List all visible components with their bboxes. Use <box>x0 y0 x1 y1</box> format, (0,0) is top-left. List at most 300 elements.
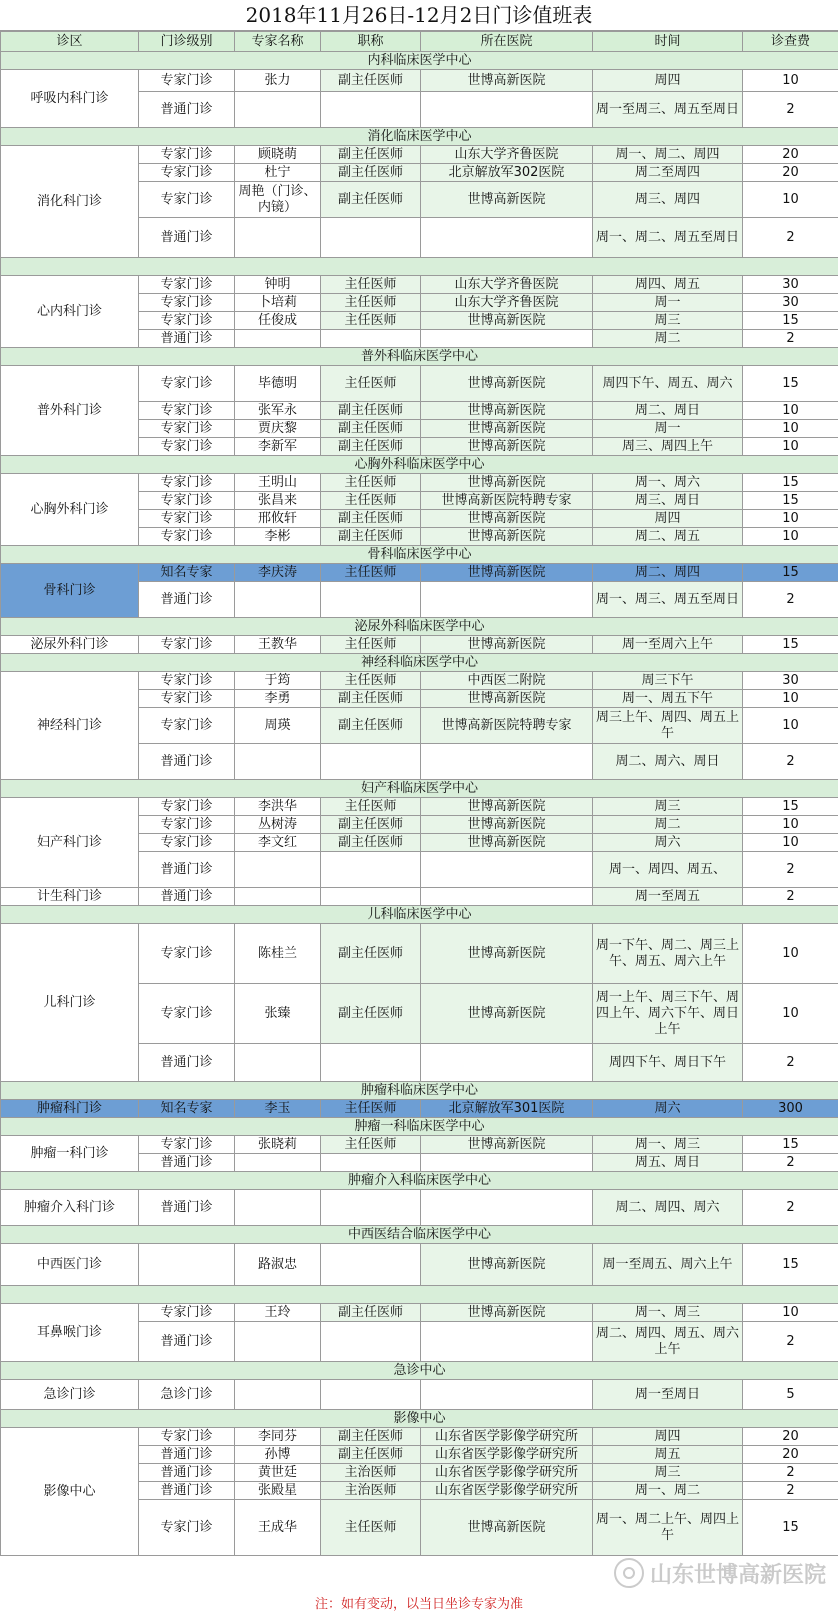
doctor-cell <box>235 744 321 780</box>
time-cell: 周一至周五、周六上午 <box>593 1244 743 1286</box>
clinic-area-cell: 心胸外科门诊 <box>1 474 139 546</box>
section-row <box>1 456 838 474</box>
rank-cell: 副主任医师 <box>321 510 421 528</box>
doctor-cell <box>235 1322 321 1362</box>
fee-cell: 10 <box>743 708 838 744</box>
level-cell: 专家门诊 <box>139 834 235 852</box>
time-cell: 周二、周四、周五、周六上午 <box>593 1322 743 1362</box>
time-cell: 周一至周六上午 <box>593 636 743 654</box>
level-cell: 普通门诊 <box>139 888 235 906</box>
rank-cell: 副主任医师 <box>321 438 421 456</box>
level-cell: 专家门诊 <box>139 474 235 492</box>
schedule-table <box>0 31 838 1556</box>
section-row <box>1 258 838 276</box>
schedule-row <box>1 146 838 164</box>
schedule-row <box>1 366 838 402</box>
time-cell: 周一、周二 <box>593 1482 743 1500</box>
hospital-cell: 北京解放军302医院 <box>421 164 593 182</box>
level-cell: 专家门诊 <box>139 366 235 402</box>
hospital-cell: 山东省医学影像学研究所 <box>421 1446 593 1464</box>
header-cell: 门诊级别 <box>139 32 235 52</box>
rank-cell: 主任医师 <box>321 474 421 492</box>
fee-cell: 10 <box>743 1304 838 1322</box>
time-cell: 周一、周三 <box>593 1304 743 1322</box>
rank-cell <box>321 330 421 348</box>
time-cell: 周一、周二、周四 <box>593 146 743 164</box>
rank-cell: 主治医师 <box>321 1482 421 1500</box>
level-cell: 专家门诊 <box>139 816 235 834</box>
fee-cell: 20 <box>743 146 838 164</box>
time-cell: 周一下午、周二、周三上午、周五、周六上午 <box>593 924 743 984</box>
time-cell: 周三上午、周四、周五上午 <box>593 708 743 744</box>
fee-cell: 2 <box>743 1044 838 1082</box>
fee-cell: 2 <box>743 1154 838 1172</box>
fee-cell: 10 <box>743 984 838 1044</box>
hospital-cell <box>421 1044 593 1082</box>
rank-cell <box>321 218 421 258</box>
level-cell: 普通门诊 <box>139 1322 235 1362</box>
hospital-cell: 世博高新医院 <box>421 366 593 402</box>
level-cell: 专家门诊 <box>139 690 235 708</box>
rank-cell: 副主任医师 <box>321 1304 421 1322</box>
header-cell: 职称 <box>321 32 421 52</box>
hospital-cell: 山东省医学影像学研究所 <box>421 1428 593 1446</box>
doctor-cell <box>235 1380 321 1410</box>
clinic-area-cell: 肿瘤科门诊 <box>1 1100 139 1118</box>
section-title: 肿瘤一科临床医学中心 <box>1 1118 838 1136</box>
time-cell: 周一至周三、周五至周日 <box>593 92 743 128</box>
hospital-cell: 世博高新医院 <box>421 924 593 984</box>
fee-cell: 15 <box>743 1500 838 1556</box>
doctor-cell: 李庆涛 <box>235 564 321 582</box>
fee-cell: 30 <box>743 294 838 312</box>
doctor-cell: 王明山 <box>235 474 321 492</box>
doctor-cell <box>235 330 321 348</box>
time-cell: 周三下午 <box>593 672 743 690</box>
schedule-row <box>1 1244 838 1286</box>
section-row <box>1 546 838 564</box>
hospital-cell <box>421 330 593 348</box>
time-cell: 周四下午、周五、周六 <box>593 366 743 402</box>
schedule-row <box>1 636 838 654</box>
fee-cell: 15 <box>743 636 838 654</box>
doctor-cell: 李勇 <box>235 690 321 708</box>
time-cell: 周一、周五下午 <box>593 690 743 708</box>
level-cell: 专家门诊 <box>139 492 235 510</box>
clinic-area-cell: 消化科门诊 <box>1 146 139 258</box>
level-cell: 专家门诊 <box>139 182 235 218</box>
fee-cell: 2 <box>743 1190 838 1226</box>
time-cell: 周二 <box>593 330 743 348</box>
fee-cell: 15 <box>743 492 838 510</box>
rank-cell: 主任医师 <box>321 636 421 654</box>
level-cell: 专家门诊 <box>139 420 235 438</box>
rank-cell: 主治医师 <box>321 1464 421 1482</box>
hospital-cell: 世博高新医院 <box>421 312 593 330</box>
rank-cell: 副主任医师 <box>321 182 421 218</box>
hospital-cell: 世博高新医院 <box>421 690 593 708</box>
rank-cell <box>321 1380 421 1410</box>
schedule-row <box>1 564 838 582</box>
hospital-cell <box>421 852 593 888</box>
rank-cell: 主任医师 <box>321 564 421 582</box>
level-cell: 专家门诊 <box>139 70 235 92</box>
doctor-cell <box>235 888 321 906</box>
time-cell: 周六 <box>593 1100 743 1118</box>
rank-cell: 副主任医师 <box>321 708 421 744</box>
doctor-cell <box>235 1154 321 1172</box>
header-cell: 诊区 <box>1 32 139 52</box>
hospital-cell: 世博高新医院 <box>421 798 593 816</box>
hospital-cell <box>421 92 593 128</box>
level-cell: 专家门诊 <box>139 146 235 164</box>
doctor-cell: 张力 <box>235 70 321 92</box>
time-cell: 周一、周二、周五至周日 <box>593 218 743 258</box>
doctor-cell: 孙博 <box>235 1446 321 1464</box>
fee-cell: 10 <box>743 420 838 438</box>
hospital-cell: 世博高新医院 <box>421 182 593 218</box>
time-cell: 周一至周五 <box>593 888 743 906</box>
doctor-cell: 李新军 <box>235 438 321 456</box>
schedule-row <box>1 1136 838 1154</box>
level-cell: 普通门诊 <box>139 1044 235 1082</box>
hospital-cell: 世博高新医院特聘专家 <box>421 492 593 510</box>
hospital-cell: 北京解放军301医院 <box>421 1100 593 1118</box>
time-cell: 周三 <box>593 1464 743 1482</box>
hospital-cell <box>421 888 593 906</box>
doctor-cell <box>235 1190 321 1226</box>
hospital-cell <box>421 582 593 618</box>
section-title: 急诊中心 <box>1 1362 838 1380</box>
rank-cell: 主任医师 <box>321 294 421 312</box>
doctor-cell <box>235 852 321 888</box>
fee-cell: 2 <box>743 1464 838 1482</box>
doctor-cell: 王成华 <box>235 1500 321 1556</box>
time-cell: 周三、周四上午 <box>593 438 743 456</box>
doctor-cell: 顾晓萌 <box>235 146 321 164</box>
clinic-area-cell: 泌尿外科门诊 <box>1 636 139 654</box>
level-cell: 知名专家 <box>139 1100 235 1118</box>
fee-cell: 2 <box>743 92 838 128</box>
rank-cell: 副主任医师 <box>321 402 421 420</box>
clinic-area-cell: 耳鼻喉门诊 <box>1 1304 139 1362</box>
fee-cell: 15 <box>743 1136 838 1154</box>
time-cell: 周三 <box>593 312 743 330</box>
time-cell: 周三、周四 <box>593 182 743 218</box>
time-cell: 周二、周四 <box>593 564 743 582</box>
level-cell: 专家门诊 <box>139 1428 235 1446</box>
rank-cell <box>321 1190 421 1226</box>
fee-cell: 10 <box>743 816 838 834</box>
section-title: 泌尿外科临床医学中心 <box>1 618 838 636</box>
doctor-cell: 毕德明 <box>235 366 321 402</box>
hospital-cell: 世博高新医院 <box>421 474 593 492</box>
clinic-area-cell: 神经科门诊 <box>1 672 139 780</box>
rank-cell: 主任医师 <box>321 312 421 330</box>
doctor-cell: 周艳（门诊、内镜） <box>235 182 321 218</box>
section-row <box>1 1118 838 1136</box>
schedule-row <box>1 276 838 294</box>
time-cell: 周一、周四、周五、 <box>593 852 743 888</box>
hospital-cell: 世博高新医院 <box>421 1244 593 1286</box>
level-cell: 专家门诊 <box>139 1500 235 1556</box>
hospital-cell <box>421 1190 593 1226</box>
rank-cell: 副主任医师 <box>321 924 421 984</box>
level-cell: 专家门诊 <box>139 1304 235 1322</box>
doctor-cell: 陈桂兰 <box>235 924 321 984</box>
doctor-cell: 张军永 <box>235 402 321 420</box>
hospital-cell <box>421 218 593 258</box>
fee-cell: 20 <box>743 164 838 182</box>
level-cell: 普通门诊 <box>139 1190 235 1226</box>
schedule-row <box>1 888 838 906</box>
level-cell: 专家门诊 <box>139 636 235 654</box>
header-cell: 所在医院 <box>421 32 593 52</box>
hospital-cell: 世博高新医院特聘专家 <box>421 708 593 744</box>
level-cell: 普通门诊 <box>139 582 235 618</box>
doctor-cell: 于筠 <box>235 672 321 690</box>
time-cell: 周一 <box>593 420 743 438</box>
section-row <box>1 1226 838 1244</box>
time-cell: 周四 <box>593 1428 743 1446</box>
doctor-cell <box>235 218 321 258</box>
schedule-row <box>1 1428 838 1446</box>
rank-cell: 副主任医师 <box>321 164 421 182</box>
fee-cell: 10 <box>743 528 838 546</box>
rank-cell <box>321 1322 421 1362</box>
time-cell: 周二、周日 <box>593 402 743 420</box>
watermark <box>614 1554 827 1590</box>
level-cell: 专家门诊 <box>139 1136 235 1154</box>
time-cell: 周四下午、周日下午 <box>593 1044 743 1082</box>
time-cell: 周五 <box>593 1446 743 1464</box>
schedule-row <box>1 70 838 92</box>
fee-cell: 2 <box>743 888 838 906</box>
level-cell: 专家门诊 <box>139 510 235 528</box>
schedule-row <box>1 672 838 690</box>
schedule-row <box>1 924 838 984</box>
schedule-row <box>1 1380 838 1410</box>
doctor-cell <box>235 582 321 618</box>
rank-cell: 副主任医师 <box>321 528 421 546</box>
fee-cell: 30 <box>743 276 838 294</box>
fee-cell: 15 <box>743 312 838 330</box>
section-row <box>1 1082 838 1100</box>
fee-cell: 2 <box>743 330 838 348</box>
fee-cell: 15 <box>743 474 838 492</box>
time-cell: 周三 <box>593 798 743 816</box>
time-cell: 周一、周六 <box>593 474 743 492</box>
doctor-cell: 张殿星 <box>235 1482 321 1500</box>
hospital-cell: 世博高新医院 <box>421 438 593 456</box>
level-cell: 普通门诊 <box>139 330 235 348</box>
level-cell: 专家门诊 <box>139 164 235 182</box>
rank-cell <box>321 1044 421 1082</box>
hospital-cell: 山东大学齐鲁医院 <box>421 146 593 164</box>
hospital-cell <box>421 1380 593 1410</box>
section-title: 神经科临床医学中心 <box>1 654 838 672</box>
doctor-cell: 任俊成 <box>235 312 321 330</box>
fee-cell: 2 <box>743 1322 838 1362</box>
time-cell: 周四 <box>593 510 743 528</box>
fee-cell: 10 <box>743 924 838 984</box>
rank-cell: 主任医师 <box>321 798 421 816</box>
rank-cell: 主任医师 <box>321 672 421 690</box>
fee-cell: 10 <box>743 510 838 528</box>
section-title: 心胸外科临床医学中心 <box>1 456 838 474</box>
rank-cell <box>321 744 421 780</box>
doctor-cell: 钟明 <box>235 276 321 294</box>
level-cell: 专家门诊 <box>139 924 235 984</box>
section-row <box>1 618 838 636</box>
rank-cell: 主任医师 <box>321 1100 421 1118</box>
hospital-cell: 山东省医学影像学研究所 <box>421 1464 593 1482</box>
fee-cell: 2 <box>743 582 838 618</box>
schedule-row <box>1 1304 838 1322</box>
fee-cell: 5 <box>743 1380 838 1410</box>
hospital-cell: 世博高新医院 <box>421 1500 593 1556</box>
level-cell: 专家门诊 <box>139 294 235 312</box>
hospital-cell: 世博高新医院 <box>421 1136 593 1154</box>
section-row <box>1 52 838 70</box>
level-cell: 专家门诊 <box>139 402 235 420</box>
section-title <box>1 1286 838 1304</box>
clinic-area-cell: 儿科门诊 <box>1 924 139 1082</box>
time-cell: 周一、周三 <box>593 1136 743 1154</box>
fee-cell: 2 <box>743 744 838 780</box>
time-cell: 周一 <box>593 294 743 312</box>
level-cell: 专家门诊 <box>139 672 235 690</box>
section-row <box>1 1286 838 1304</box>
doctor-cell: 邢攸轩 <box>235 510 321 528</box>
clinic-area-cell: 计生科门诊 <box>1 888 139 906</box>
hospital-cell: 世博高新医院 <box>421 564 593 582</box>
schedule-title: 2018年11月26日-12月2日门诊值班表 <box>0 0 838 31</box>
level-cell <box>139 1244 235 1286</box>
rank-cell: 主任医师 <box>321 1136 421 1154</box>
rank-cell: 主任医师 <box>321 492 421 510</box>
section-title: 骨科临床医学中心 <box>1 546 838 564</box>
clinic-area-cell: 心内科门诊 <box>1 276 139 348</box>
hospital-cell <box>421 744 593 780</box>
doctor-cell: 张臻 <box>235 984 321 1044</box>
section-title: 妇产科临床医学中心 <box>1 780 838 798</box>
time-cell: 周四、周五 <box>593 276 743 294</box>
time-cell: 周一上午、周三下午、周四上午、周六下午、周日上午 <box>593 984 743 1044</box>
hospital-cell: 世博高新医院 <box>421 816 593 834</box>
header-cell: 专家名称 <box>235 32 321 52</box>
doctor-cell: 张昌来 <box>235 492 321 510</box>
clinic-area-cell: 影像中心 <box>1 1428 139 1556</box>
time-cell: 周二、周六、周日 <box>593 744 743 780</box>
time-cell: 周二、周四、周六 <box>593 1190 743 1226</box>
doctor-cell <box>235 92 321 128</box>
doctor-cell: 张晓莉 <box>235 1136 321 1154</box>
level-cell: 专家门诊 <box>139 798 235 816</box>
level-cell: 普通门诊 <box>139 1446 235 1464</box>
fee-cell: 15 <box>743 366 838 402</box>
rank-cell: 主任医师 <box>321 276 421 294</box>
fee-cell: 20 <box>743 1428 838 1446</box>
hospital-cell: 山东大学齐鲁医院 <box>421 276 593 294</box>
section-row <box>1 780 838 798</box>
level-cell: 专家门诊 <box>139 312 235 330</box>
rank-cell <box>321 1244 421 1286</box>
section-row <box>1 1172 838 1190</box>
level-cell: 专家门诊 <box>139 708 235 744</box>
header-row <box>1 32 838 52</box>
schedule-row <box>1 1190 838 1226</box>
section-title: 影像中心 <box>1 1410 838 1428</box>
level-cell: 专家门诊 <box>139 528 235 546</box>
hospital-cell: 山东省医学影像学研究所 <box>421 1482 593 1500</box>
level-cell: 普通门诊 <box>139 744 235 780</box>
section-row <box>1 906 838 924</box>
time-cell: 周二 <box>593 816 743 834</box>
hospital-cell: 世博高新医院 <box>421 834 593 852</box>
fee-cell: 15 <box>743 1244 838 1286</box>
doctor-cell: 王教华 <box>235 636 321 654</box>
section-title: 肿瘤介入科临床医学中心 <box>1 1172 838 1190</box>
hospital-cell <box>421 1322 593 1362</box>
fee-cell: 10 <box>743 690 838 708</box>
hospital-cell: 世博高新医院 <box>421 510 593 528</box>
time-cell: 周二、周五 <box>593 528 743 546</box>
clinic-area-cell: 肿瘤一科门诊 <box>1 1136 139 1172</box>
clinic-area-cell: 妇产科门诊 <box>1 798 139 888</box>
time-cell: 周二至周四 <box>593 164 743 182</box>
time-cell: 周一至周日 <box>593 1380 743 1410</box>
level-cell: 专家门诊 <box>139 438 235 456</box>
header-cell: 时间 <box>593 32 743 52</box>
rank-cell <box>321 1154 421 1172</box>
level-cell: 普通门诊 <box>139 92 235 128</box>
footer-note: 注：如有变动，以当日坐诊专家为准 <box>314 1597 523 1612</box>
level-cell: 专家门诊 <box>139 276 235 294</box>
clinic-area-cell: 呼吸内科门诊 <box>1 70 139 128</box>
doctor-cell: 李洪华 <box>235 798 321 816</box>
section-title: 内科临床医学中心 <box>1 52 838 70</box>
fee-cell: 300 <box>743 1100 838 1118</box>
clinic-area-cell: 急诊门诊 <box>1 1380 139 1410</box>
rank-cell <box>321 582 421 618</box>
time-cell: 周三、周日 <box>593 492 743 510</box>
clinic-area-cell: 肿瘤介入科门诊 <box>1 1190 139 1226</box>
level-cell: 知名专家 <box>139 564 235 582</box>
section-title: 消化临床医学中心 <box>1 128 838 146</box>
hospital-cell <box>421 1154 593 1172</box>
hospital-cell: 世博高新医院 <box>421 70 593 92</box>
level-cell: 普通门诊 <box>139 218 235 258</box>
fee-cell: 10 <box>743 402 838 420</box>
level-cell: 普通门诊 <box>139 1464 235 1482</box>
fee-cell: 15 <box>743 798 838 816</box>
doctor-cell: 李彬 <box>235 528 321 546</box>
doctor-cell: 杜宁 <box>235 164 321 182</box>
rank-cell: 主任医师 <box>321 1500 421 1556</box>
rank-cell: 副主任医师 <box>321 1446 421 1464</box>
doctor-cell: 李文红 <box>235 834 321 852</box>
section-row <box>1 128 838 146</box>
doctor-cell <box>235 1044 321 1082</box>
clinic-area-cell: 普外科门诊 <box>1 366 139 456</box>
hospital-cell: 世博高新医院 <box>421 636 593 654</box>
fee-cell: 2 <box>743 852 838 888</box>
doctor-cell: 卜培莉 <box>235 294 321 312</box>
hospital-cell: 山东大学齐鲁医院 <box>421 294 593 312</box>
rank-cell: 副主任医师 <box>321 70 421 92</box>
rank-cell: 副主任医师 <box>321 834 421 852</box>
